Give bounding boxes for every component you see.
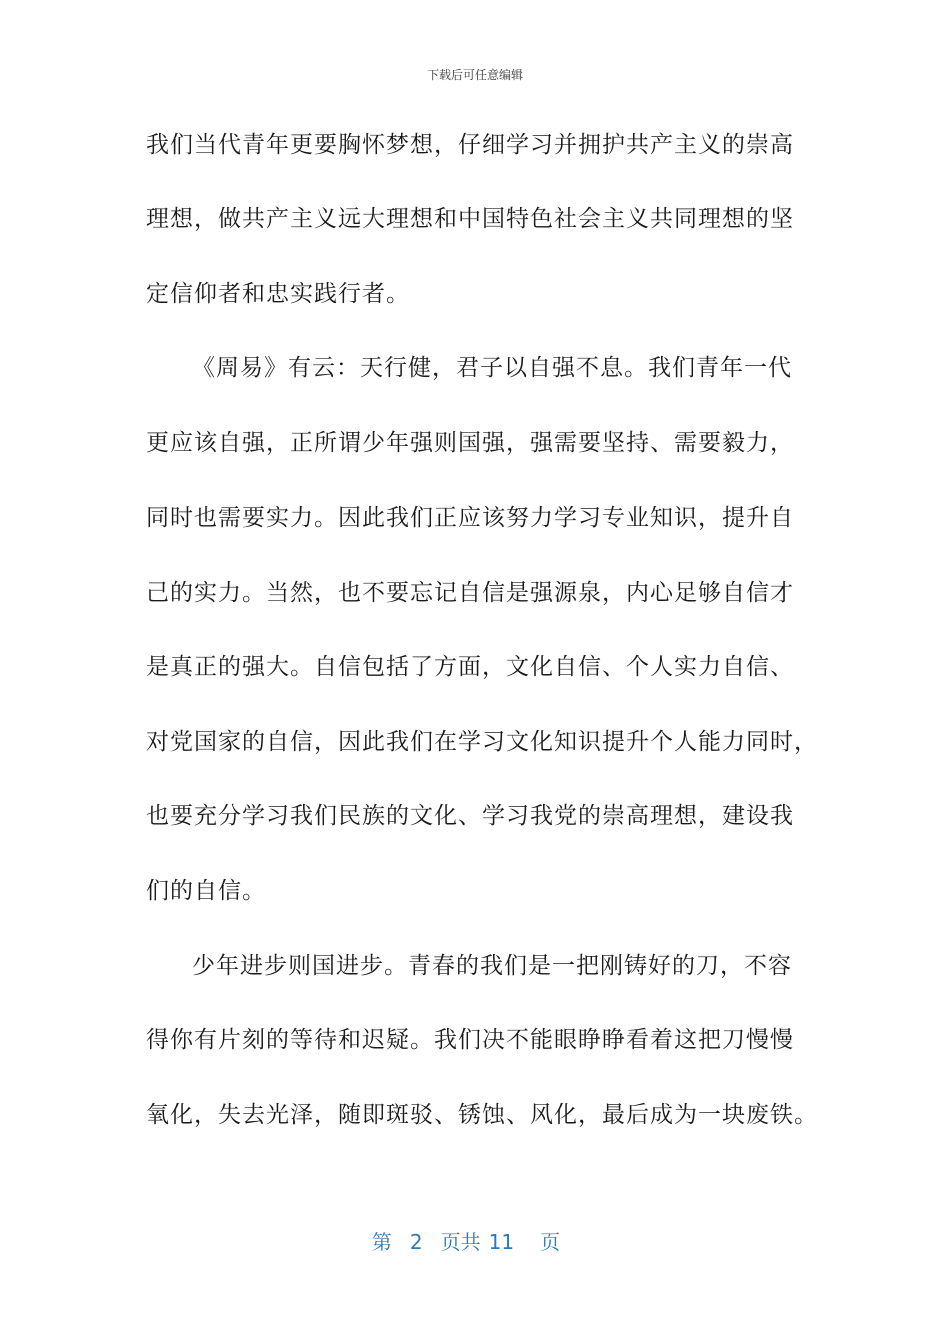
page-footer [0, 1226, 950, 1255]
text-line: 得你有片刻的等待和迟疑。我们决不能眼睁睁看着这把刀慢慢 [146, 1027, 794, 1053]
footer-middle: 页共 [440, 1230, 481, 1254]
footer-prefix: 第 [371, 1230, 392, 1254]
page-header: 下载后可任意编辑 [426, 68, 523, 82]
text-line: 己的实力。当然，也不要忘记自信是强源泉，内心足够自信才 [146, 580, 794, 606]
footer-total-pages: 11 [488, 1230, 515, 1254]
paragraph-start-line: 少年进步则国进步。青春的我们是一把刚铸好的刀，不容 [192, 953, 792, 979]
footer-suffix: 页 [540, 1230, 561, 1254]
text-line: 定信仰者和忠实践行者。 [146, 281, 410, 307]
text-line: 对党国家的自信，因此我们在学习文化知识提升个人能力同时， [146, 729, 818, 755]
text-line: 是真正的强大。自信包括了方面，文化自信、个人实力自信、 [146, 654, 794, 680]
text-line: 理想，做共产主义远大理想和中国特色社会主义共同理想的坚 [146, 206, 794, 232]
text-line: 氧化，失去光泽，随即斑驳、锈蚀、风化，最后成为一块废铁。 [146, 1102, 818, 1128]
paragraph-start-line: 《周易》有云：天行健，君子以自强不息。我们青年一代 [192, 355, 792, 381]
text-line: 也要充分学习我们民族的文化、学习我党的崇高理想，建设我 [146, 803, 794, 829]
text-line: 更应该自强，正所谓少年强则国强，强需要坚持、需要毅力， [146, 430, 794, 456]
footer-page-number: 2 [409, 1230, 423, 1254]
text-line: 我们当代青年更要胸怀梦想，仔细学习并拥护共产主义的崇高 [146, 132, 794, 158]
text-line: 们的自信。 [146, 878, 266, 904]
text-line: 同时也需要实力。因此我们正应该努力学习专业知识，提升自 [146, 505, 794, 531]
